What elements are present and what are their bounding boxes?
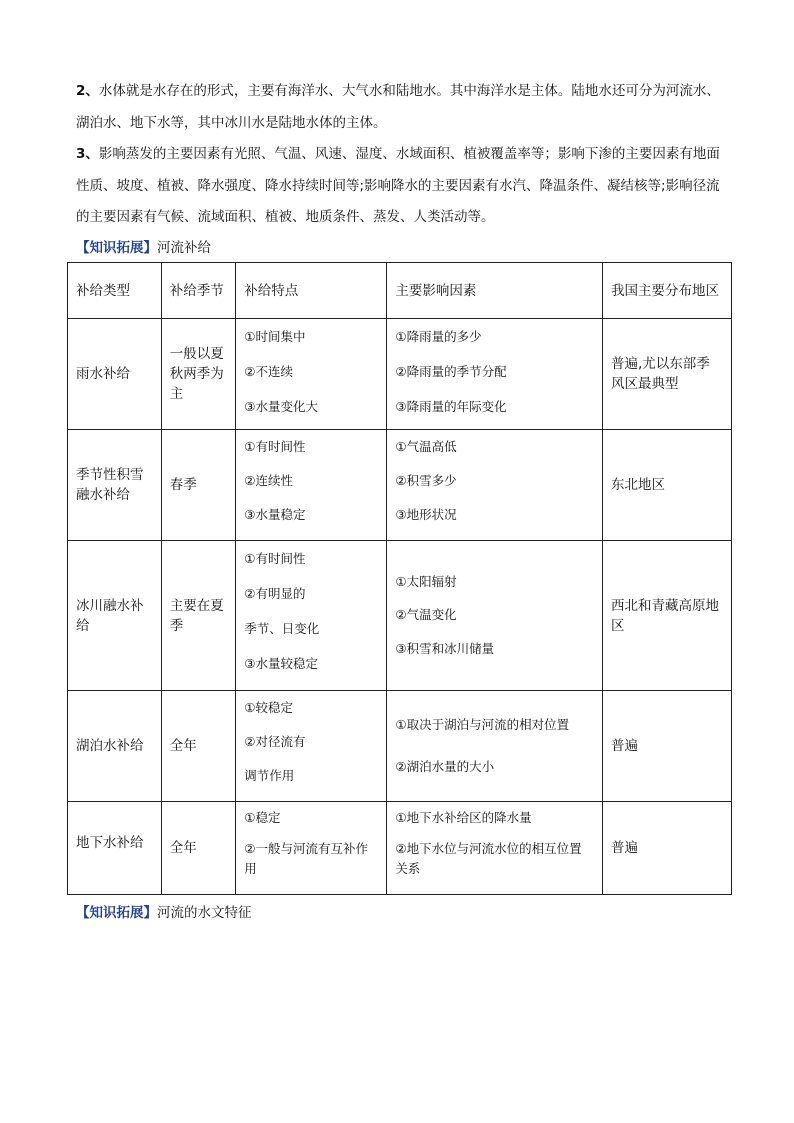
factor-item: ②气温变化	[395, 607, 457, 623]
feature-item: ①有时间性	[244, 439, 306, 454]
paragraph-2-text: 水体就是水存在的形式，主要有海洋水、大气水和陆地水。其中海洋水是主体。陆地水还可分为河流水、湖泊水、地下水等，其中冰川水是陆地水体的主体。	[76, 83, 720, 131]
heading-text: 河流补给	[157, 240, 211, 256]
feature-item: 调节作用	[244, 768, 295, 783]
header-cell: 我国主要分布地区	[602, 263, 731, 319]
header-cell: 主要影响因素	[387, 263, 603, 319]
supply-features-cell	[236, 541, 387, 691]
factor-item: ①降雨量的多少	[395, 328, 482, 344]
feature-item: ②不连续	[244, 363, 293, 379]
feature-item: 季节、日变化	[244, 620, 320, 636]
supply-features-cell	[236, 430, 387, 541]
feature-item: ①较稳定	[244, 700, 293, 715]
factor-item: ③降雨量的年际变化	[395, 399, 507, 415]
paragraph-3-text: 影响蒸发的主要因素有光照、气温、风速、湿度、水域面积、植被覆盖率等；影响下渗的主要因素有地面性质、坡度、植被、降水强度、降水持续时间等;影响降水的主要因素有水汽、降温条件、凝结核等;影响径流的主要因素有气候、流域面积、植被、地质条件、蒸发、人类活动等。	[76, 146, 720, 225]
section-heading-river-supply	[76, 238, 211, 258]
supply-season-cell: 全年	[161, 691, 236, 802]
supply-region-cell: 普遍,尤以东部季风区最典型	[602, 319, 731, 430]
feature-item: ③水量变化大	[244, 399, 318, 415]
section-heading-hydrology	[76, 903, 252, 923]
table-row	[68, 430, 732, 541]
table-row	[68, 691, 732, 802]
supply-region-cell: 普遍	[602, 802, 731, 895]
supply-type-cell: 雨水补给	[68, 319, 162, 430]
supply-type-cell: 季节性积雪融水补给	[68, 430, 162, 541]
supply-season-cell: 全年	[161, 802, 236, 895]
supply-region-cell: 普遍	[602, 691, 731, 802]
feature-item: ③水量稳定	[244, 507, 306, 522]
paragraph-2-number: 2、	[76, 83, 99, 99]
feature-item: ①有时间性	[244, 550, 306, 566]
factor-item: ①取决于湖泊与河流的相对位置	[395, 717, 570, 732]
feature-item: ②有明显的	[244, 585, 306, 601]
knowledge-tag: 【知识拓展】	[76, 905, 157, 921]
factor-item: ②湖泊水量的大小	[395, 759, 495, 774]
paragraph-3-number: 3、	[76, 146, 99, 162]
supply-region-cell: 东北地区	[602, 430, 731, 541]
factor-item: ②地下水位与河流水位的相互位置关系	[395, 840, 582, 876]
feature-item: ②连续性	[244, 473, 293, 488]
factor-item: ③积雪和冰川储量	[395, 640, 495, 656]
supply-season-cell: 一般以夏秋两季为主	[161, 319, 236, 430]
supply-season-cell: 主要在夏季	[161, 541, 236, 691]
supply-type-cell: 冰川融水补给	[68, 541, 162, 691]
header-cell: 补给季节	[161, 263, 236, 319]
feature-item: ②对径流有	[244, 734, 306, 749]
table-header-row	[68, 263, 732, 319]
supply-region-cell: 西北和青藏高原地区	[602, 541, 731, 691]
factor-item: ①地下水补给区的降水量	[395, 809, 532, 825]
supply-type-cell: 湖泊水补给	[68, 691, 162, 802]
feature-item: ①时间集中	[244, 328, 306, 344]
supply-factors-cell	[387, 802, 603, 895]
river-supply-table	[67, 262, 732, 895]
factor-item: ①太阳辐射	[395, 574, 457, 590]
supply-type-cell: 地下水补给	[68, 802, 162, 895]
supply-factors-cell	[387, 319, 603, 430]
factor-item: ③地形状况	[395, 507, 457, 522]
feature-item: ①稳定	[244, 809, 281, 825]
supply-factors-cell	[387, 430, 603, 541]
header-cell: 补给类型	[68, 263, 162, 319]
factor-item: ①气温高低	[395, 439, 457, 454]
header-cell: 补给特点	[236, 263, 387, 319]
knowledge-tag: 【知识拓展】	[76, 240, 157, 256]
paragraph-3	[76, 139, 726, 234]
table-row	[68, 541, 732, 691]
paragraph-2	[76, 76, 726, 139]
table-row	[68, 319, 732, 430]
table-row	[68, 802, 732, 895]
supply-features-cell	[236, 691, 387, 802]
factor-item: ②降雨量的季节分配	[395, 363, 507, 379]
supply-features-cell	[236, 802, 387, 895]
supply-season-cell: 春季	[161, 430, 236, 541]
feature-item: ②一般与河流有互补作用	[244, 840, 368, 876]
supply-factors-cell	[387, 691, 603, 802]
factor-item: ②积雪多少	[395, 473, 457, 488]
feature-item: ③水量较稳定	[244, 655, 318, 671]
heading-text: 河流的水文特征	[157, 905, 252, 921]
supply-factors-cell	[387, 541, 603, 691]
supply-features-cell	[236, 319, 387, 430]
